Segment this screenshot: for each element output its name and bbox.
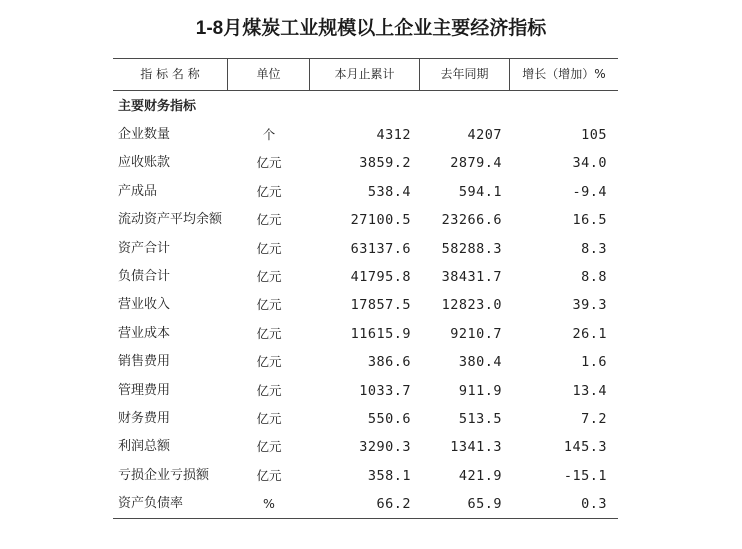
same-period-last-year-value: 9210.7 xyxy=(450,325,502,342)
table-row xyxy=(113,462,618,490)
current-cumulative-value: 63137.6 xyxy=(350,240,411,257)
table-row xyxy=(113,405,618,433)
same-period-last-year-value: 594.1 xyxy=(458,183,502,200)
same-period-last-year-value: 380.4 xyxy=(458,354,502,371)
growth-percent-value: 1.6 xyxy=(581,354,607,371)
current-cumulative-value: 27100.5 xyxy=(350,212,411,229)
growth-percent-value: 16.5 xyxy=(572,212,607,229)
indicator-name: 资产合计 xyxy=(118,240,171,256)
same-period-last-year-value: 1341.3 xyxy=(450,439,502,456)
indicator-name: 企业数量 xyxy=(118,127,171,142)
section-heading: 主要财务指标 xyxy=(118,99,197,114)
unit-cell: 个 xyxy=(262,127,276,142)
unit-cell: 亿元 xyxy=(256,183,282,199)
growth-percent-value: 105 xyxy=(581,127,607,143)
unit-cell: % xyxy=(263,496,275,512)
table-body xyxy=(113,121,618,519)
same-period-last-year-value: 513.5 xyxy=(458,410,502,427)
economic-indicators-table xyxy=(113,58,618,519)
indicator-name: 销售费用 xyxy=(118,354,171,370)
indicator-name: 亏损企业亏损额 xyxy=(118,467,210,483)
table-row xyxy=(113,377,618,405)
growth-percent-value: 8.8 xyxy=(581,268,607,285)
header-current-cumulative: 本月止累计 xyxy=(310,59,420,90)
unit-cell: 亿元 xyxy=(256,212,282,228)
indicator-name: 资产负债率 xyxy=(118,496,184,512)
table-row xyxy=(113,263,618,291)
table-row xyxy=(113,490,618,518)
table-row xyxy=(113,178,618,206)
unit-cell: 亿元 xyxy=(256,240,282,256)
current-cumulative-value: 1033.7 xyxy=(359,382,411,399)
current-cumulative-value: 41795.8 xyxy=(350,268,411,285)
table-row xyxy=(113,235,618,263)
same-period-last-year-value: 38431.7 xyxy=(441,268,502,285)
same-period-last-year-value: 65.9 xyxy=(467,496,502,513)
unit-cell: 亿元 xyxy=(256,268,282,284)
growth-percent-value: -15.1 xyxy=(563,467,607,484)
table-header xyxy=(113,58,618,91)
same-period-last-year-value: 58288.3 xyxy=(441,240,502,257)
growth-percent-value: 0.3 xyxy=(581,496,607,513)
current-cumulative-value: 11615.9 xyxy=(350,325,411,342)
table-row xyxy=(113,433,618,461)
indicator-name: 营业收入 xyxy=(118,297,171,313)
indicator-name: 应收账款 xyxy=(118,155,171,171)
unit-cell: 亿元 xyxy=(256,325,282,341)
same-period-last-year-value: 2879.4 xyxy=(450,155,502,172)
indicator-name: 负债合计 xyxy=(118,268,171,284)
unit-cell: 亿元 xyxy=(256,467,282,483)
same-period-last-year-value: 23266.6 xyxy=(441,212,502,229)
table-row xyxy=(113,149,618,177)
growth-percent-value: 7.2 xyxy=(581,410,607,427)
indicator-name: 财务费用 xyxy=(118,410,171,426)
header-growth-percent: 增长（增加）% xyxy=(522,67,606,81)
unit-cell: 亿元 xyxy=(256,439,282,455)
growth-percent-value: 13.4 xyxy=(572,382,607,399)
growth-percent-value: 39.3 xyxy=(572,297,607,314)
growth-percent-value: 34.0 xyxy=(572,155,607,172)
indicator-name: 管理费用 xyxy=(118,382,171,398)
same-period-last-year-value: 4207 xyxy=(467,127,502,143)
header-unit: 单位 xyxy=(228,59,310,90)
indicator-name: 产成品 xyxy=(118,183,158,199)
header-same-period-last-year: 去年同期 xyxy=(420,59,510,90)
header-indicator-name: 指 标 名 称 xyxy=(113,59,228,90)
current-cumulative-value: 66.2 xyxy=(376,496,411,513)
unit-cell: 亿元 xyxy=(256,382,282,398)
current-cumulative-value: 550.6 xyxy=(367,410,411,427)
growth-percent-value: 26.1 xyxy=(572,325,607,342)
current-cumulative-value: 4312 xyxy=(376,127,411,143)
indicator-name: 营业成本 xyxy=(118,325,171,341)
indicator-name: 利润总额 xyxy=(118,439,171,455)
table-row xyxy=(113,291,618,319)
unit-cell: 亿元 xyxy=(256,297,282,313)
table-row xyxy=(113,320,618,348)
current-cumulative-value: 386.6 xyxy=(367,354,411,371)
table-row xyxy=(113,348,618,376)
current-cumulative-value: 538.4 xyxy=(367,183,411,200)
growth-percent-value: 145.3 xyxy=(563,439,607,456)
current-cumulative-value: 3290.3 xyxy=(359,439,411,456)
same-period-last-year-value: 911.9 xyxy=(458,382,502,399)
current-cumulative-value: 358.1 xyxy=(367,467,411,484)
growth-percent-value: 8.3 xyxy=(581,240,607,257)
unit-cell: 亿元 xyxy=(256,410,282,426)
same-period-last-year-value: 12823.0 xyxy=(441,297,502,314)
current-cumulative-value: 3859.2 xyxy=(359,155,411,172)
page-title: 1-8月煤炭工业规模以上企业主要经济指标 xyxy=(195,18,547,39)
unit-cell: 亿元 xyxy=(256,155,282,171)
unit-cell: 亿元 xyxy=(256,354,282,370)
same-period-last-year-value: 421.9 xyxy=(458,467,502,484)
table-row xyxy=(113,206,618,234)
current-cumulative-value: 17857.5 xyxy=(350,297,411,314)
growth-percent-value: -9.4 xyxy=(572,183,607,200)
indicator-name: 流动资产平均余额 xyxy=(118,212,223,228)
table-row xyxy=(113,121,618,149)
